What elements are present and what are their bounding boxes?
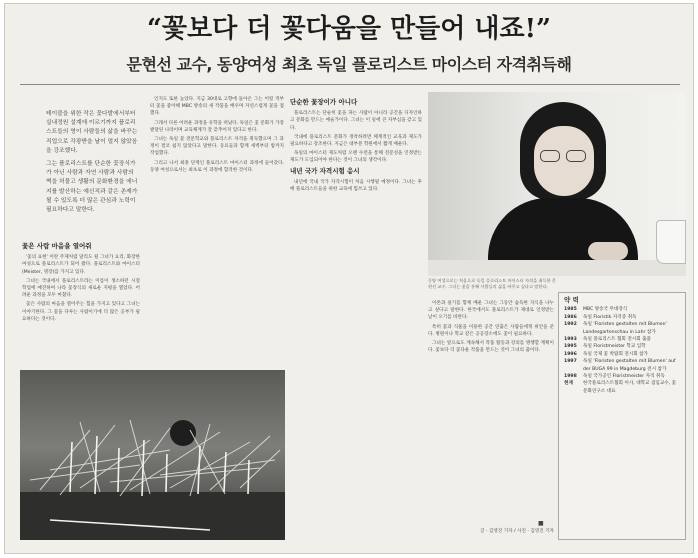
career-box: [558, 292, 686, 540]
column-3: [290, 96, 422, 536]
byline: 글 · 김영진 기자 / 사진 · 김영진 기자: [480, 529, 554, 534]
flower-artwork-photo: [20, 370, 285, 540]
column-4: [428, 300, 554, 522]
career-row: 1993 독일 플로리스트 협회 전시회 출품: [564, 337, 651, 343]
career-row: 1996 독일 국제 꽃 박람회 전시회 참가: [564, 351, 648, 357]
glasses-left-lens: [540, 150, 560, 162]
career-title: 약 력: [564, 296, 579, 304]
career-row: 1998 독일 국가공인 Floristmeister 자격 취득: [564, 374, 665, 380]
glasses-right-lens: [566, 150, 586, 162]
career-row: 1995 독일 Floristmeister 학교 입학: [564, 344, 646, 350]
section-head-2: 단순한 꽃장이가 아니다: [290, 98, 358, 106]
career-row: 1992 독일 'Floristen gestalten mit Blumen' Landesgartenschau in Lahr 참가: [564, 322, 667, 335]
col2-p1: 인지도 또한 높았다. 지금 30대로 고향에 돌아온 그는 어릴 적부터 꽃을 좋아해 MBC 방송의 새 작품을 배우며 자연스럽게 꽃을 접했다.: [150, 97, 284, 117]
lead-paragraph-2: 그는 플로리스트를 단순한 꽃장식가가 아닌 사람과 자연 사람과 사람의 벽을 허물고 생활의 문화환경을 에너지를 발산하는 예신직과 같은 존재가 될 수 있도록 더 많은 관심과 노력이 필요하다고 말한다.: [46, 161, 138, 214]
section-head-1: 꽃은 사람 마음을 열어줘: [22, 242, 92, 250]
photo-caption: 동양 여성으로는 처음으로 독일 플로리스트 마이스터 자격을 취득한 문현선 교수. 그녀는 꽃을 통해 사람들의 삶을 바꾸고 싶다고 말한다.: [428, 278, 556, 289]
portrait-hand: [588, 242, 628, 260]
subhead: 문현선 교수, 동양여성 최초 독일 플로리스트 마이스터 자격취득해: [126, 55, 572, 74]
artwork-sticks: [20, 370, 285, 540]
coffee-cup: [656, 220, 686, 264]
career-row: 1986 독일 Floristik 자격증 취득: [564, 314, 637, 320]
col1-p1: '꽃의 표현' 이란 주제처럼 달리도 될 그녀가 요리, 화장한 여성으로 플로리스트가 되어 왔다. 플로리스트와 마이스터(Meister, 명장)를 가지고 있다.: [22, 255, 140, 275]
col4-p1: 이론과 실기를 함께 배운 그녀는 그동안 습득한 지식을 나누고 싶다고 말한다. 한국에서도 플로리스트가 제대로 인정받는 날이 오기를 바란다.: [428, 301, 554, 321]
section-head-3: 내년 국가 자격시험 응시: [290, 166, 360, 175]
col2-p3: 그녀는 독일 꽃 전문학교와 플로리스트 자격을 취득했으며 그 과정이 결코 쉽지 않았다고 말한다. 동료들과 함께 새벽부터 밤까지 작업했다.: [150, 137, 284, 157]
col1-p3: 꽃은 사람의 마음을 열어주는 힘을 가지고 있다고 그녀는 이야기한다. 그 꽃을 다루는 사람이기에 더 많은 공부가 필요하다는 것이다.: [22, 302, 140, 322]
col4-p3: 그녀는 앞으로도 계속해서 작품 활동과 강의를 병행할 계획이다. 꽃보다 더 꽃다운 작품을 만드는 것이 그녀의 꿈이다.: [428, 341, 554, 354]
career-row: 1985 MBC 방송국 무대장식: [564, 307, 628, 313]
top-divider: [20, 84, 680, 85]
column-2: [150, 96, 284, 364]
column-1: [22, 240, 140, 366]
career-row: 1997 독일 'Floristen gestalten mit Blumen' auf der BUGA 99 in Magdeburg 전시 참가: [564, 359, 676, 372]
col3-p3: 독일의 마이스터 제도처럼 오랜 수련을 통해 전문성을 인정받는 제도가 도입되어야 한다는 것이 그녀의 생각이다.: [290, 151, 422, 164]
col3-p2: 국내에 플로리스트 문화가 정착하려면 체계적인 교육과 제도가 필요하다고 강조한다. 지금은 대부분 학원에서 짧게 배운다.: [290, 134, 422, 148]
col2-p2: 그래서 다른 어려운 과정을 유학을 떠났다. 독일은 꽃 문화가 가장 발달된 나라이며 교육체계가 잘 갖추어져 있다고 한다.: [150, 120, 284, 133]
lead-paragraph-1: 테이블을 위한 작은 꽃다발에서부터 실내정원 설계에 이르기까지 플로리스트들의 영이 사람들의 삶을 바꾸는 직업으로 각광받을 날이 멀지 않았음을 강조했다.: [46, 111, 138, 154]
career-row: 현재 한국플로리스트협회 이사, 대학교 겸임교수, 꽃 문화연구소 대표: [564, 381, 677, 394]
lead-text: [46, 110, 140, 230]
col2-p4: 그리고 나서 최종 단계인 플로리스트 마이스터 과정에 들어갔다. 동양 여성으로서는 최초로 이 과정에 합격한 것이다.: [150, 160, 284, 173]
col3-p1: 플로리스트는 단순히 꽃을 파는 사람이 아니라 공간을 디자인하고 문화를 만드는 예술가이다. 그녀는 이 일에 큰 자부심을 갖고 있다.: [290, 111, 422, 131]
col1-p2: 그녀는 국내에서 플로리스트라는 이름이 생소하던 시절 학업에 매진하여 나라 꽃장식의 새로운 지평을 열었다. 어려운 과정을 모두 마쳤다.: [22, 278, 140, 299]
portrait-photo: [428, 92, 686, 276]
col4-p2: 특히 꽃과 식물을 이용한 공간 연출은 사람들에게 위안을 준다. 병원이나 학교 같은 공공장소에도 꽃이 필요하다.: [428, 324, 554, 337]
headline: “꽃보다 더 꽃다움을 만들어 내죠!”: [146, 14, 552, 44]
col3-p4: 내년에 국내 국가 자격시험이 처음 시행될 예정이다. 그녀는 후배 플로리스트들을 위한 교육에 힘쓰고 있다.: [290, 179, 422, 193]
end-mark: ■: [538, 520, 544, 527]
photo-table: [428, 260, 686, 276]
